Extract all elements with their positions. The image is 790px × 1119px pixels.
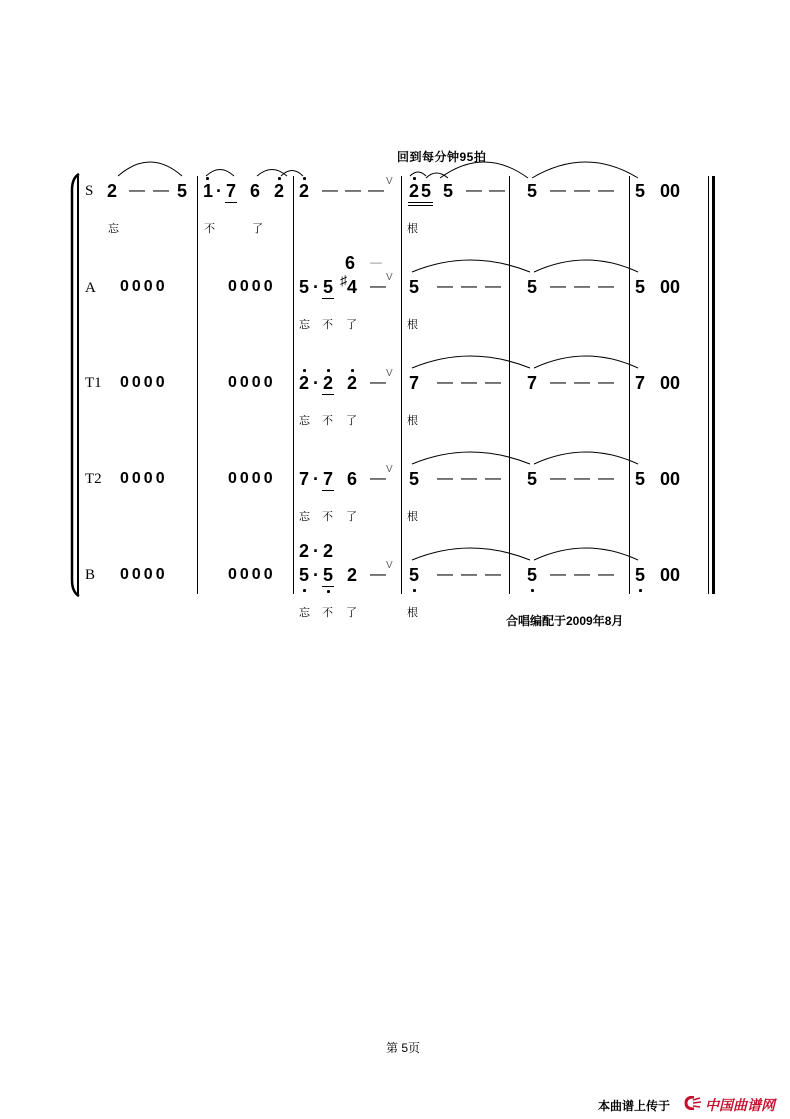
note: 5 bbox=[635, 565, 646, 585]
dash: — bbox=[598, 374, 614, 391]
dash: — bbox=[598, 566, 614, 583]
dash: — bbox=[437, 566, 453, 583]
lyric: 根 bbox=[407, 318, 418, 331]
part-label-tenor2: T2 bbox=[85, 471, 102, 487]
note: 5 bbox=[635, 181, 646, 201]
rest-measure: 0000 bbox=[120, 566, 168, 583]
lyric: 忘 bbox=[299, 318, 310, 331]
high-dot bbox=[206, 177, 209, 180]
note: 5 bbox=[177, 181, 188, 201]
lyric: 根 bbox=[407, 414, 418, 427]
site-logo-text[interactable]: 中国曲谱网 bbox=[705, 1097, 775, 1113]
part-label-alto: A bbox=[85, 280, 96, 296]
rest: 00 bbox=[660, 565, 681, 585]
dash: — bbox=[461, 374, 477, 391]
dash: — bbox=[485, 278, 501, 295]
part-label-bass: B bbox=[85, 567, 96, 583]
note: 2 bbox=[409, 181, 420, 201]
dash: — bbox=[574, 278, 590, 295]
high-dot bbox=[303, 177, 306, 180]
note: 7 bbox=[226, 181, 237, 201]
note: 7 bbox=[635, 373, 646, 393]
note: 2 bbox=[347, 373, 358, 393]
lyric: 根 bbox=[407, 606, 418, 619]
note: 5 bbox=[527, 469, 538, 489]
breath-mark: V bbox=[386, 176, 393, 187]
note: 5 bbox=[323, 565, 334, 585]
dash: — bbox=[461, 278, 477, 295]
dash: — bbox=[461, 566, 477, 583]
dash: — bbox=[466, 182, 482, 199]
upper-dash: — bbox=[370, 255, 382, 269]
note: 2 bbox=[274, 181, 285, 201]
part-label-soprano: S bbox=[85, 183, 94, 199]
note: 5 bbox=[527, 277, 538, 297]
site-logo-icon bbox=[684, 1096, 704, 1110]
note: 2 bbox=[299, 373, 310, 393]
lyric: 根 bbox=[407, 510, 418, 523]
lyric: 忘 bbox=[108, 222, 119, 235]
dot-mark: · bbox=[313, 565, 319, 585]
dash: — bbox=[489, 182, 505, 199]
rest-measure: 0000 bbox=[120, 470, 168, 487]
dash: — bbox=[598, 278, 614, 295]
underline bbox=[322, 490, 334, 491]
rest-measure: 0000 bbox=[228, 278, 276, 295]
dash: — bbox=[485, 374, 501, 391]
note: 5 bbox=[527, 565, 538, 585]
dash: — bbox=[574, 182, 590, 199]
dash: — bbox=[550, 374, 566, 391]
part-label-tenor1: T1 bbox=[85, 375, 102, 391]
lyric: 根 bbox=[407, 222, 418, 235]
underline bbox=[408, 202, 433, 203]
upper-note: 2 bbox=[299, 541, 310, 561]
note: 5 bbox=[421, 181, 432, 201]
dash: — bbox=[322, 182, 338, 199]
dot-mark: · bbox=[313, 469, 319, 489]
lyric: 了 bbox=[346, 510, 357, 523]
dash: — bbox=[574, 374, 590, 391]
sharp-accidental: ♯ bbox=[340, 272, 347, 288]
breath-mark: V bbox=[386, 464, 393, 475]
dot-mark: · bbox=[313, 373, 319, 393]
note: 5 bbox=[409, 277, 420, 297]
lyric: 了 bbox=[252, 222, 263, 235]
dash: — bbox=[370, 278, 386, 295]
note: 5 bbox=[323, 277, 334, 297]
note: 7 bbox=[409, 373, 420, 393]
dash: — bbox=[550, 182, 566, 199]
note: 5 bbox=[635, 469, 646, 489]
lyric: 忘 bbox=[299, 510, 310, 523]
note: 7 bbox=[323, 469, 334, 489]
rest: 00 bbox=[660, 373, 681, 393]
dash: — bbox=[370, 470, 386, 487]
upload-text: 本曲谱上传于 bbox=[598, 1099, 671, 1113]
dot-mark: · bbox=[313, 541, 319, 561]
arrangement-credit: 合唱编配于2009年8月 bbox=[506, 614, 624, 628]
note: 5 bbox=[527, 181, 538, 201]
dash: — bbox=[345, 182, 361, 199]
dash: — bbox=[550, 278, 566, 295]
dash: — bbox=[370, 566, 386, 583]
dash: — bbox=[368, 182, 384, 199]
note: 5 bbox=[299, 277, 310, 297]
dash: — bbox=[550, 470, 566, 487]
high-dot bbox=[303, 369, 306, 372]
lyric: 了 bbox=[346, 318, 357, 331]
dash: — bbox=[574, 470, 590, 487]
rest-measure: 0000 bbox=[120, 374, 168, 391]
low-dot bbox=[327, 590, 330, 593]
lyric: 忘 bbox=[299, 606, 310, 619]
note: 6 bbox=[250, 181, 261, 201]
lyric: 不 bbox=[322, 606, 333, 619]
high-dot bbox=[413, 177, 416, 180]
dot-mark: · bbox=[216, 181, 222, 201]
lyric: 不 bbox=[322, 510, 333, 523]
dash: — bbox=[485, 566, 501, 583]
breath-mark: V bbox=[386, 560, 393, 571]
low-dot bbox=[531, 589, 534, 592]
note: 5 bbox=[635, 277, 646, 297]
lyric: 忘 bbox=[299, 414, 310, 427]
lyric: 不 bbox=[322, 318, 333, 331]
underline bbox=[225, 202, 237, 203]
dash: — bbox=[574, 566, 590, 583]
underline bbox=[322, 394, 334, 395]
note: 2 bbox=[299, 181, 310, 201]
rest-measure: 0000 bbox=[228, 470, 276, 487]
high-dot bbox=[327, 369, 330, 372]
note: 7 bbox=[299, 469, 310, 489]
upper-note: 2 bbox=[323, 541, 334, 561]
dash: — bbox=[129, 182, 145, 199]
low-dot bbox=[303, 589, 306, 592]
low-dot bbox=[639, 589, 642, 592]
underline bbox=[322, 298, 334, 299]
low-dot bbox=[413, 589, 416, 592]
upper-note: 6 bbox=[345, 253, 356, 273]
dot-mark: · bbox=[313, 277, 319, 297]
dash: — bbox=[437, 470, 453, 487]
note: 1 bbox=[203, 181, 214, 201]
underline bbox=[408, 205, 433, 206]
high-dot bbox=[278, 177, 281, 180]
note: 5 bbox=[409, 469, 420, 489]
dash: — bbox=[485, 470, 501, 487]
rest: 00 bbox=[660, 469, 681, 489]
lyric: 不 bbox=[322, 414, 333, 427]
lyric: 了 bbox=[346, 606, 357, 619]
dash: — bbox=[461, 470, 477, 487]
note: 6 bbox=[347, 469, 358, 489]
page-number: 第 5页 bbox=[386, 1041, 421, 1055]
dash: — bbox=[598, 470, 614, 487]
note: 2 bbox=[107, 181, 118, 201]
dash: — bbox=[370, 374, 386, 391]
rest-measure: 0000 bbox=[228, 374, 276, 391]
note: 4 bbox=[347, 277, 358, 297]
breath-mark: V bbox=[386, 272, 393, 283]
dash: — bbox=[153, 182, 169, 199]
tempo-marking: 回到每分钟95拍 bbox=[397, 150, 487, 164]
dash: — bbox=[550, 566, 566, 583]
note: 5 bbox=[409, 565, 420, 585]
lyric: 不 bbox=[204, 222, 215, 235]
note: 7 bbox=[527, 373, 538, 393]
dash: — bbox=[437, 278, 453, 295]
note: 2 bbox=[347, 565, 358, 585]
lyric: 了 bbox=[346, 414, 357, 427]
dash: — bbox=[437, 374, 453, 391]
rest-measure: 0000 bbox=[228, 566, 276, 583]
note: 2 bbox=[323, 373, 334, 393]
rest: 00 bbox=[660, 277, 681, 297]
dash: — bbox=[598, 182, 614, 199]
high-dot bbox=[351, 369, 354, 372]
breath-mark: V bbox=[386, 368, 393, 379]
underline bbox=[322, 586, 334, 587]
rest-measure: 0000 bbox=[120, 278, 168, 295]
note: 5 bbox=[299, 565, 310, 585]
rest: 00 bbox=[660, 181, 681, 201]
note: 5 bbox=[443, 181, 454, 201]
